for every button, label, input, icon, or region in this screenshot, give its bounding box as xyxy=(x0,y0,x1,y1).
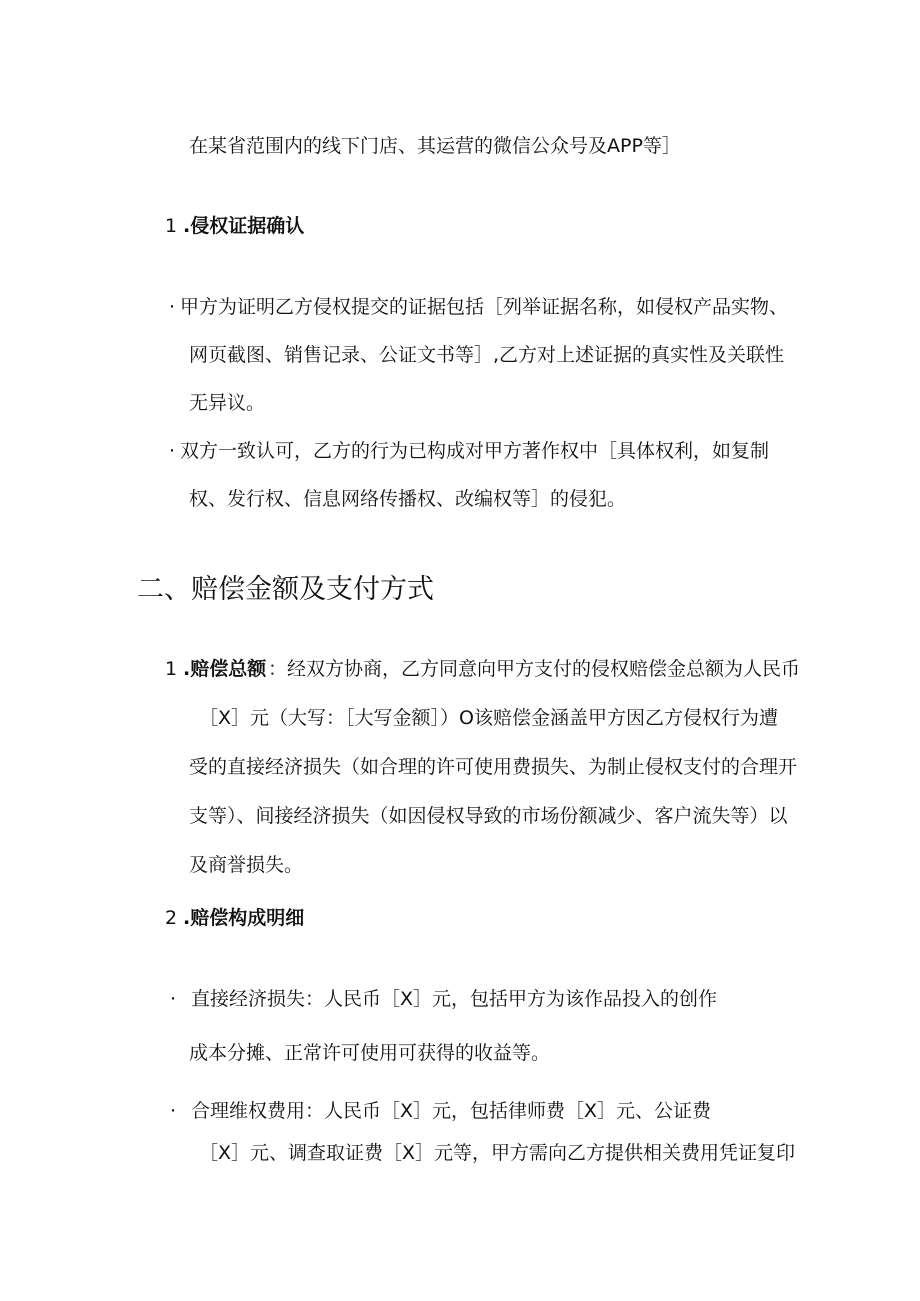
item-title: .赔偿总额 xyxy=(183,658,267,680)
bullet-text-line: 无异议。 xyxy=(189,392,266,414)
bullet-text-line: 网页截图、销售记录、公证文书等］,乙方对上述证据的真实性及关联性 xyxy=(189,344,785,366)
bullet-dot: · xyxy=(169,440,176,462)
bullet-text-line: 成本分摊、正常许可使用可获得的收益等。 xyxy=(189,1042,551,1064)
section-heading: 二、赔偿金额及支付方式 xyxy=(137,574,434,605)
item-text-line: 支等）、间接经济损失（如因侵权导致的市场份额减少、客户流失等）以 xyxy=(189,805,788,827)
bullet-dot: · xyxy=(170,988,177,1010)
bullet-text-line: 甲方为证明乙方侵权提交的证据包括［列举证据名称，如侵权产品实物、 xyxy=(180,296,789,318)
bullet-text-line: 双方一致认可，乙方的行为已构成对甲方著作权中［具体权利，如复制 xyxy=(180,440,770,462)
item-number: 1 xyxy=(165,658,178,680)
bullet-dot: · xyxy=(169,296,176,318)
subsection-number: 1 xyxy=(165,215,178,237)
bullet-text-line: ［X］元、调查取证费［X］元等，甲方需向乙方提供相关费用凭证复印 xyxy=(199,1142,796,1164)
item-number: 2 xyxy=(165,907,178,929)
intro-line: 在某省范围内的线下门店、其运营的微信公众号及APP等］ xyxy=(189,135,681,157)
subsection-title: .侵权证据确认 xyxy=(183,215,305,237)
item-text-line: 及商誉损失。 xyxy=(189,854,304,876)
item-text-line: ［X］元（大写：［大写金额］）O该赔偿金涵盖甲方因乙方侵权行为遭 xyxy=(199,707,778,729)
item-text-line: ：经双方协商，乙方同意向甲方支付的侵权赔偿金总额为人民币 xyxy=(268,658,801,680)
bullet-text-line: 直接经济损失：人民币［X］元，包括甲方为该作品投入的创作 xyxy=(191,988,718,1010)
bullet-text-line: 权、发行权、信息网络传播权、改编权等］的侵犯。 xyxy=(189,488,627,510)
item-title: .赔偿构成明细 xyxy=(183,907,305,929)
bullet-text-line: 合理维权费用：人民币［X］元，包括律师费［X］元、公证费 xyxy=(191,1100,712,1122)
item-text-line: 受的直接经济损失（如合理的许可使用费损失、为制止侵权支付的合理开 xyxy=(189,756,798,778)
bullet-dot: · xyxy=(170,1100,177,1122)
